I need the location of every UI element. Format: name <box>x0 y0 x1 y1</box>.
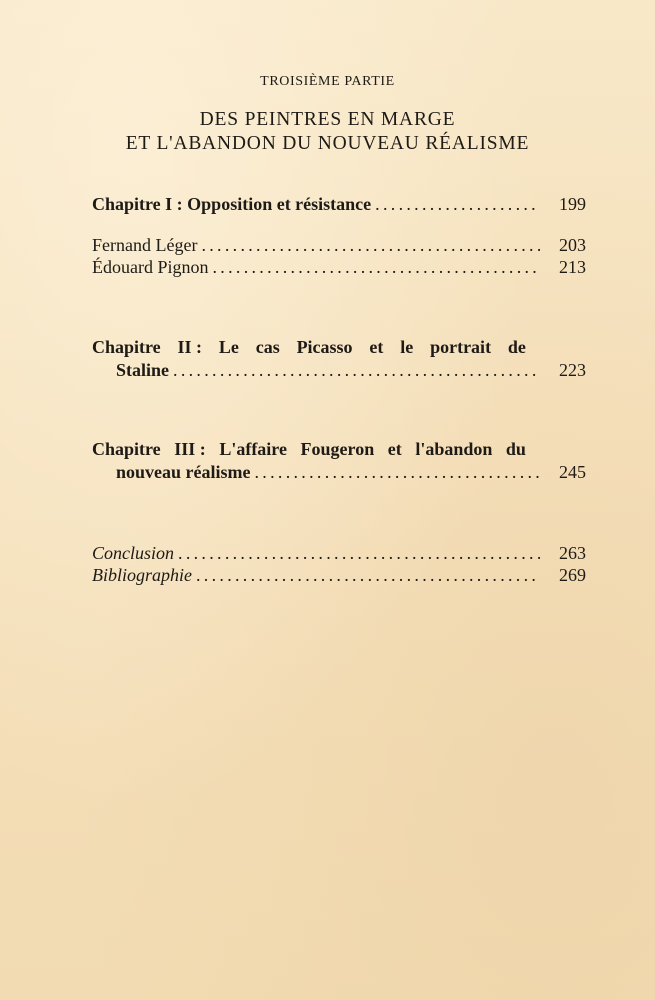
toc-entry-chapter-3 <box>92 438 586 484</box>
title-word: L'affaire <box>219 439 287 459</box>
title-word: Le <box>218 337 239 357</box>
leader-dots <box>173 359 540 382</box>
title-word: l'abandon <box>415 439 493 459</box>
part-title-line-1: DES PEINTRES EN MARGE <box>199 109 456 130</box>
leader-dots <box>196 564 540 587</box>
toc-entry-bibliography <box>92 564 586 587</box>
title-word: du <box>505 439 526 459</box>
chapter-1-title: Chapitre I : Opposition et résistance <box>92 194 372 214</box>
toc-entry-conclusion <box>92 542 586 565</box>
title-word: III : <box>174 439 206 459</box>
bibliography-page: 269 <box>559 565 586 585</box>
title-word: Chapitre <box>92 337 161 357</box>
title-word: Chapitre <box>92 439 161 459</box>
title-word: le <box>400 337 414 357</box>
conclusion-page: 263 <box>559 543 586 563</box>
toc-entry-chapter-2 <box>92 336 586 382</box>
title-word: II : <box>177 337 203 357</box>
section-page: 203 <box>559 235 586 255</box>
chapter-3-title-end: nouveau réalisme <box>116 462 251 482</box>
title-word: et <box>387 439 402 459</box>
title-word: Picasso <box>296 337 353 357</box>
leader-dots <box>201 234 540 257</box>
part-title-line-2: ET L'ABANDON DU NOUVEAU RÉALISME <box>125 133 530 154</box>
part-label: TROISIÈME PARTIE <box>260 74 395 89</box>
section-page: 213 <box>559 257 586 277</box>
chapter-3-title-line-1 <box>92 438 526 461</box>
bibliography-title: Bibliographie <box>92 565 192 585</box>
title-word: et <box>369 337 384 357</box>
leader-dots <box>178 542 540 565</box>
leader-dots <box>213 256 541 279</box>
leader-dots <box>375 193 540 216</box>
chapter-3-page: 245 <box>559 462 586 482</box>
title-word: portrait <box>430 337 492 357</box>
toc-entry-chapter-1 <box>92 193 586 216</box>
chapter-2-title-line-1 <box>92 336 526 359</box>
toc-entry-section <box>92 234 586 257</box>
chapter-2-title-end: Staline <box>116 360 170 380</box>
chapter-2-title-line-2 <box>92 359 586 382</box>
title-word: cas <box>255 337 280 357</box>
toc-entry-section <box>92 256 586 279</box>
chapter-1-page: 199 <box>559 194 586 214</box>
title-word: Fougeron <box>300 439 375 459</box>
title-word: de <box>507 337 526 357</box>
section-title: Fernand Léger <box>92 235 198 255</box>
chapter-3-title-line-2 <box>92 461 586 484</box>
leader-dots <box>255 461 541 484</box>
conclusion-title: Conclusion <box>92 543 175 563</box>
chapter-2-page: 223 <box>559 360 586 380</box>
section-title: Édouard Pignon <box>92 257 209 277</box>
